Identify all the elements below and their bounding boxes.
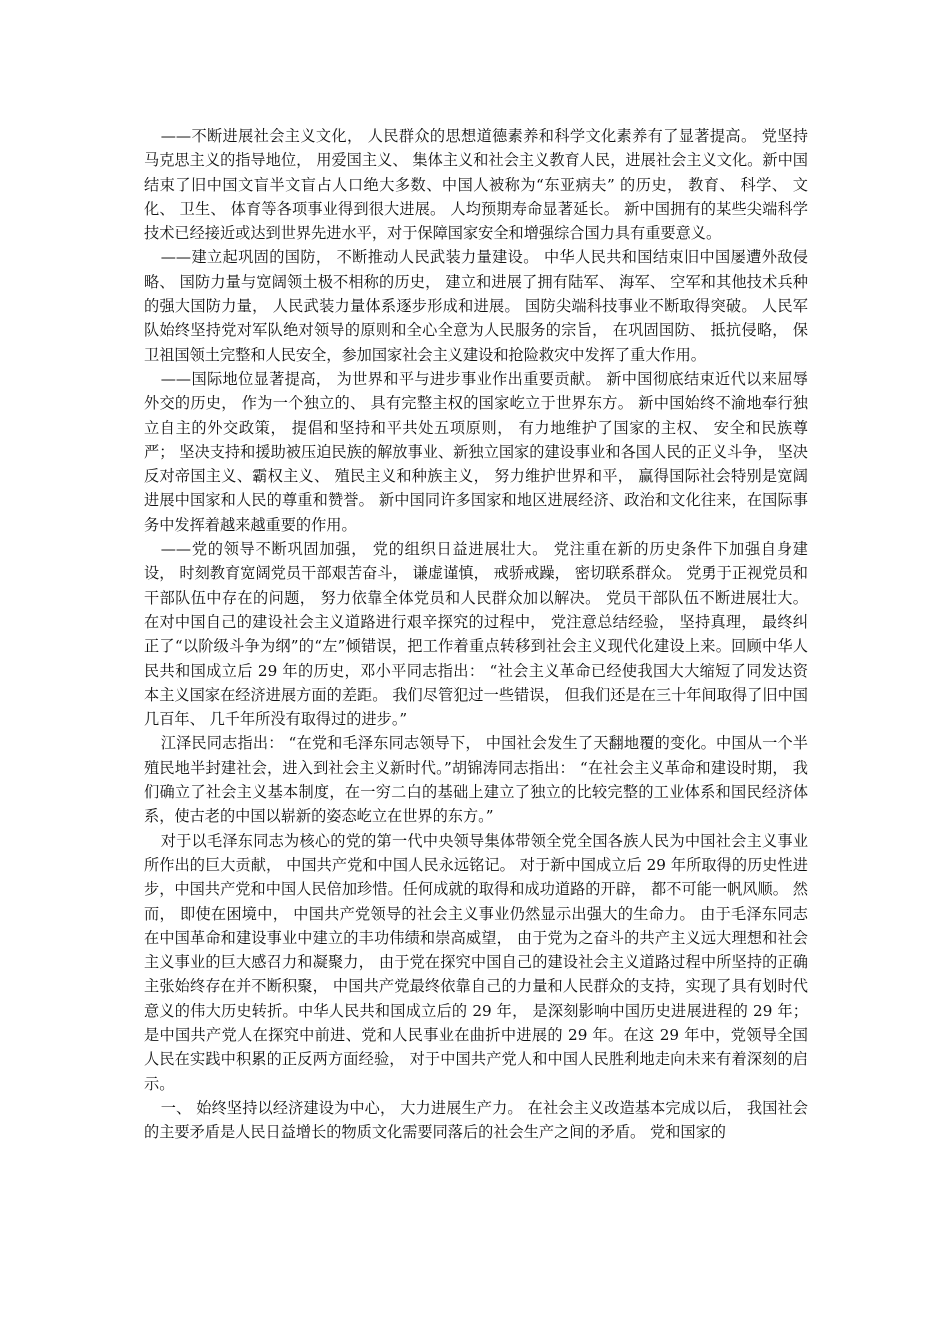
paragraph-defense: ——建立起巩固的国防， 不断推动人民武装力量建设。 中华人民共和国结束旧中国屡遭外敌侵略、 国防力量与宽阔领土极不相称的历史， 建立和进展了拥有陆军、 海军、 空军和其他技术兵种的强大国防力量， 人民武装力量体系逐步形成和进展。 国防尖端科技事业不断取得突破。 人民军队始终坚持党对军队绝对领导的原则和全心全意为人民服务的宗旨， 在巩固国防、 抵抗侵略， 保卫祖国领土完整和人民安全，参加国家社会主义建设和抢险救灾中发挥了重大作用。 <box>144 248 808 364</box>
paragraph-culture: ——不断进展社会主义文化， 人民群众的思想道德素养和科学文化素养有了显著提高。 党坚持马克思主义的指导地位， 用爱国主义、 集体主义和社会主义教育人民，进展社会主义文化。新中国结束了旧中国文盲半文盲占人口绝大多数、中国人被称为“东亚病夫” 的历史， 教育、 科学、 文化、 卫生、 体育等各项事业得到很大进展。 人均预期寿命显著延长。 新中国拥有的某些尖端科学技术已经接近或达到世界先进水平，对于保障国家安全和增强综合国力具有重要意义。 <box>144 127 808 243</box>
document-body <box>144 124 808 1144</box>
paragraph-economic-construction: 一、 始终坚持以经济建设为中心， 大力进展生产力。 在社会主义改造基本完成以后， 我国社会的主要矛盾是人民日益增长的物质文化需要同落后的社会生产之间的矛盾。 党和国家的 <box>144 1098 808 1142</box>
paragraph-quotes: 江泽民同志指出： “在党和毛泽东同志领导下， 中国社会发生了天翻地覆的变化。中国从一个半殖民地半封建社会，进入到社会主义新时代。”胡锦涛同志指出： “在社会主义革命和建设时期， 我们确立了社会主义基本制度，在一穷二白的基础上建立了独立的比较完整的工业体系和国民经济体系，使古老的中国以崭新的姿态屹立在世界的东方。” <box>144 734 808 826</box>
paragraph-international: ——国际地位显著提高， 为世界和平与进步事业作出重要贡献。 新中国彻底结束近代以来屈辱外交的历史， 作为一个独立的、 具有完整主权的国家屹立于世界东方。 新中国始终不渝地奉行独立自主的外交政策， 提倡和坚持和平共处五项原则， 有力地维护了国家的主权、 安全和民族尊严； 坚决支持和援助被压迫民族的解放事业、新独立国家的建设事业和各国人民的正义斗争， 坚决反对帝国主义、霸权主义、 殖民主义和种族主义， 努力维护世界和平， 赢得国际社会特别是宽阔进展中国家和人民的尊重和赞誉。 新中国同许多国家和地区进展经济、政治和文化往来，在国际事务中发挥着越来越重要的作用。 <box>144 369 808 534</box>
paragraph-contribution: 对于以毛泽东同志为核心的党的第一代中央领导集体带领全党全国各族人民为中国社会主义事业所作出的巨大贡献， 中国共产党和中国人民永远铭记。 对于新中国成立后 29 年所取得的历史性进步，中国共产党和中国人民倍加珍惜。任何成就的取得和成功道路的开辟， 都不可能一帆风顺。 然而， 即使在困境中， 中国共产党领导的社会主义事业仍然显示出强大的生命力。 由于毛泽东同志在中国革命和建设事业中建立的丰功伟绩和崇高威望， 由于党为之奋斗的共产主义远大理想和社会主义事业的巨大感召力和凝聚力， 由于党在探究中国自己的建设社会主义道路过程中所坚持的正确主张始终存在并不断积聚， 中国共产党最终依靠自己的力量和人民群众的支持，实现了具有划时代意义的伟大历史转折。中华人民共和国成立后的 29 年， 是深刻影响中国历史进展进程的 29 年； 是中国共产党人在探究中前进、党和人民事业在曲折中进展的 29 年。在这 29 年中，党领导全国人民在实践中积累的正反两方面经验， 对于中国共产党人和中国人民胜利地走向未来有着深刻的启示。 <box>144 831 808 1093</box>
paragraph-party-leadership: ——党的领导不断巩固加强， 党的组织日益进展壮大。 党注重在新的历史条件下加强自身建设， 时刻教育宽阔党员干部艰苦奋斗， 谦虚谨慎， 戒骄戒躁， 密切联系群众。 党勇于正视党员和干部队伍中存在的问题， 努力依靠全体党员和人民群众加以解决。 党员干部队伍不断进展壮大。 在对中国自己的建设社会主义道路进行艰辛探究的过程中， 党注意总结经验， 坚持真理， 最终纠正了“以阶级斗争为纲”的“左”倾错误，把工作着重点转移到社会主义现代化建设上来。回顾中华人民共和国成立后 29 年的历史，邓小平同志指出： “社会主义革命已经使我国大大缩短了同发达资本主义国家在经济进展方面的差距。 我们尽管犯过一些错误， 但我们还是在三十年间取得了旧中国几百年、 几千年所没有取得过的进步。” <box>144 540 808 729</box>
